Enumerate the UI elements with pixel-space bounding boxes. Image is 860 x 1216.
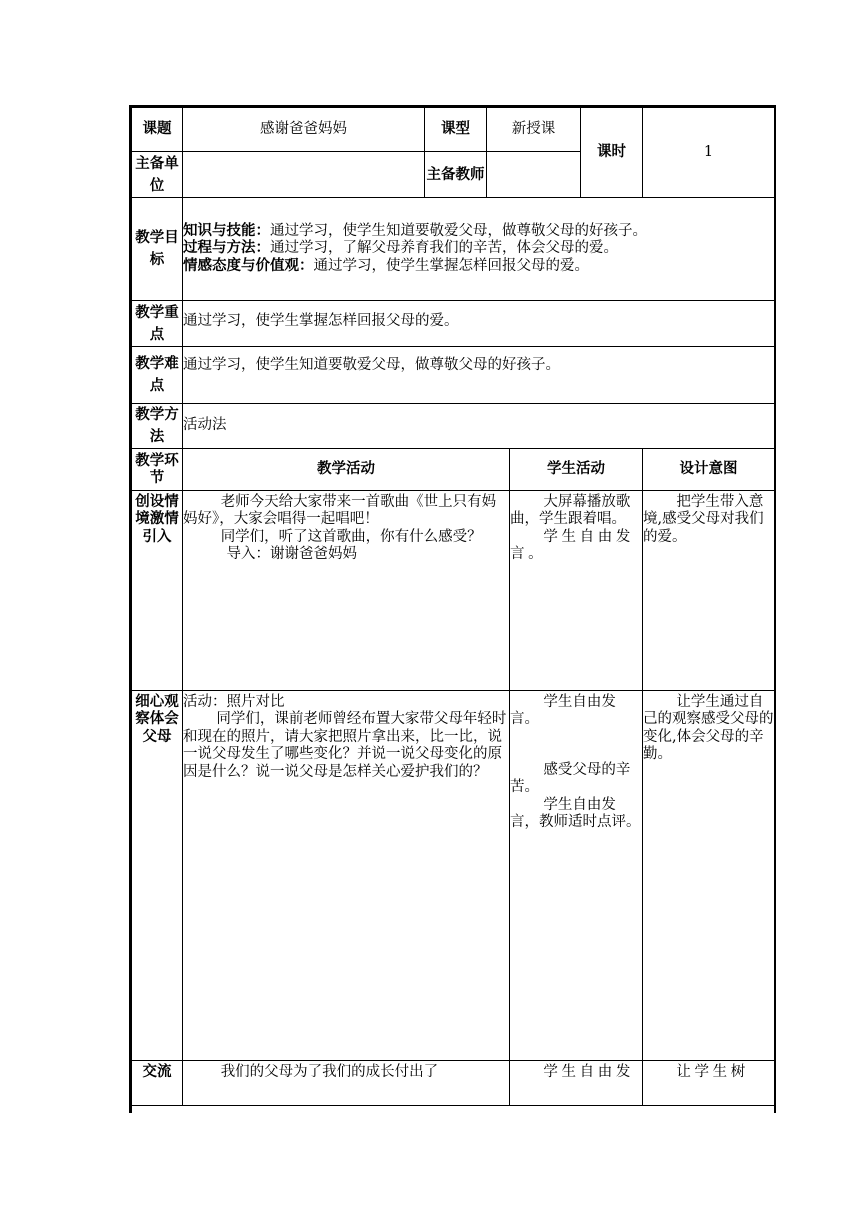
stage-row-1 xyxy=(132,491,775,691)
teacher-label: 主备教师 xyxy=(425,152,487,198)
unit-value xyxy=(183,152,425,198)
stage-2-name: 细心观察体会父母 xyxy=(132,691,183,1061)
focus-text: 通过学习，使学生掌握怎样回报父母的爱。 xyxy=(183,301,775,347)
topic-label: 课题 xyxy=(132,108,183,152)
objectives-label: 教学目标 xyxy=(132,198,183,301)
stage-1-name: 创设情境激情引入 xyxy=(132,491,183,691)
stage-row-3 xyxy=(132,1061,775,1106)
stage-2-teacher: 活动：照片对比 同学们，课前老师曾经布置大家带父母年轻时和现在的照片，请大家把照片拿出来，比一比，说一说父母发生了哪些变化？并说一说父母变化的原因是什么？说一说父母是怎样关心爱护我们的？ xyxy=(183,691,510,1061)
row-topic xyxy=(132,108,775,152)
objective-emotion: 情感态度与价值观：通过学习，使学生掌握怎样回报父母的爱。 xyxy=(183,257,589,274)
stage-2-intent: 让学生通过自己的观察感受父母的变化,体会父母的辛勤。 xyxy=(643,691,775,1061)
type-label: 课型 xyxy=(425,108,487,152)
focus-label: 教学重点 xyxy=(132,301,183,347)
stage-1-teacher: 老师今天给大家带来一首歌曲《世上只有妈妈好》，大家会唱得一起唱吧！ 同学们，听了这首歌曲，你有什么感受？ 导入：谢谢爸爸妈妈 xyxy=(183,491,510,691)
unit-label: 主备单位 xyxy=(132,152,183,198)
stage-2-student: 学生自由发言。 感受父母的辛苦。 学生自由发言，教师适时点评。 xyxy=(510,691,643,1061)
stage-3-teacher: 我们的父母为了我们的成长付出了 xyxy=(183,1061,510,1106)
stage-3-name: 交流 xyxy=(132,1061,183,1106)
difficulty-label: 教学难点 xyxy=(132,347,183,404)
hours-label: 课时 xyxy=(581,108,643,198)
stage-3-student: 学生自由发 xyxy=(510,1061,643,1106)
method-text: 活动法 xyxy=(183,404,775,449)
objective-process: 过程与方法：通过学习，了解父母养育我们的辛苦，体会父母的爱。 xyxy=(183,240,618,257)
intent-column-header: 设计意图 xyxy=(643,449,775,491)
teacher-column-header: 教学活动 xyxy=(183,449,510,491)
lesson-plan-table xyxy=(131,107,775,1106)
student-column-header: 学生活动 xyxy=(510,449,643,491)
stage-1-student: 大屏幕播放歌曲，学生跟着唱。 学生自由发言。 xyxy=(510,491,643,691)
row-objectives xyxy=(132,198,775,301)
stage-column-label: 教学环节 xyxy=(132,449,183,491)
stage-row-2 xyxy=(132,691,775,1061)
objectives-content xyxy=(183,198,775,301)
row-difficulty xyxy=(132,347,775,404)
method-label: 教学方法 xyxy=(132,404,183,449)
difficulty-text: 通过学习，使学生知道要敬爱父母，做尊敬父母的好孩子。 xyxy=(183,347,775,404)
row-columns xyxy=(132,449,775,491)
row-focus xyxy=(132,301,775,347)
topic-value: 感谢爸爸妈妈 xyxy=(183,108,425,152)
type-value: 新授课 xyxy=(487,108,581,152)
stage-1-intent: 把学生带入意境,感受父母对我们的爱。 xyxy=(643,491,775,691)
row-method xyxy=(132,404,775,449)
hours-value: 1 xyxy=(643,108,775,198)
stage-3-intent: 让学生树 xyxy=(643,1061,775,1106)
objective-knowledge: 知识与技能：通过学习，使学生知道要敬爱父母，做尊敬父母的好孩子。 xyxy=(183,222,647,239)
teacher-value xyxy=(487,152,581,198)
